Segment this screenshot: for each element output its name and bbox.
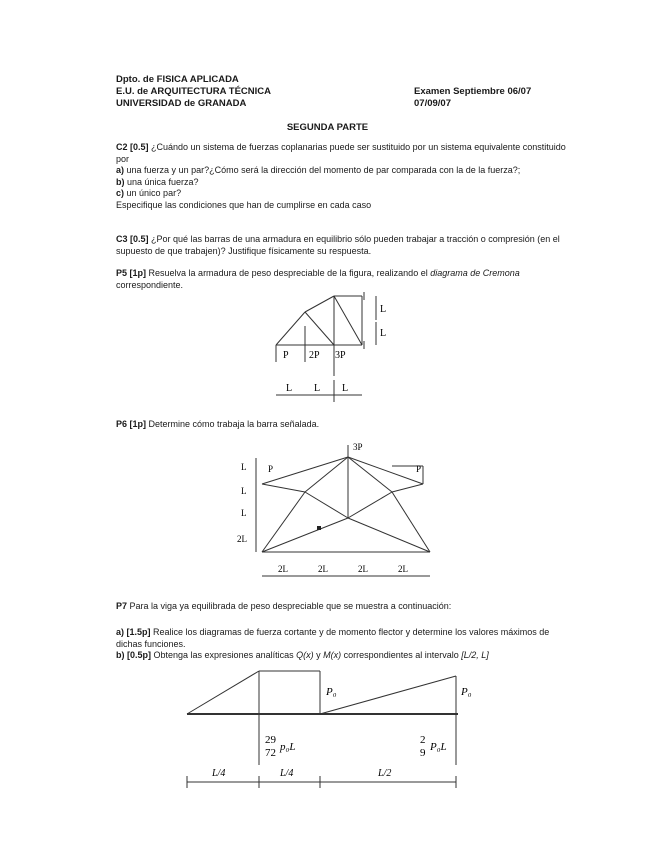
p6-dim-l-2: L bbox=[241, 486, 247, 496]
exam-date: 07/09/07 bbox=[414, 98, 451, 109]
p6-dim-2l-4: 2L bbox=[358, 564, 368, 574]
p6-label-3p: 3P bbox=[353, 442, 363, 452]
p6-dim-2l-5: 2L bbox=[398, 564, 408, 574]
p5-dim-l-5: L bbox=[342, 383, 349, 394]
header-line-2: E.U. de ARQUITECTURA TÉCNICA bbox=[116, 86, 271, 97]
header-line-1: Dpto. de FISICA APLICADA bbox=[116, 74, 239, 85]
p5-dim-l-4: L bbox=[314, 383, 321, 394]
p7-dim-label-2: L/4 bbox=[280, 768, 294, 779]
c2-text: ¿Cuándo un sistema de fuerzas coplanarias puede ser sustituido por un sistema equivalente constituido por bbox=[116, 142, 566, 164]
p6-dim-2l-2: 2L bbox=[278, 564, 288, 574]
c2-closing: Especifique las condiciones que han de cumplirse en cada caso bbox=[116, 199, 372, 210]
p5-label: P5 [1p] bbox=[116, 268, 147, 278]
c3-label: C3 [0.5] bbox=[116, 234, 149, 244]
c2-item-c: c) un único par? bbox=[116, 188, 182, 199]
p7-left-reaction-num: 29 bbox=[265, 734, 276, 746]
p5-label-p: P bbox=[283, 350, 289, 361]
p5-dim-l-1: L bbox=[380, 304, 387, 315]
p7-load-left-ramp bbox=[187, 671, 259, 714]
header-line-3: UNIVERSIDAD de GRANADA bbox=[116, 98, 247, 109]
question-p5: P5 [1p] Resuelva la armadura de peso despreciable de la figura, realizando el diagrama de Cremona correspondiente. bbox=[116, 268, 520, 290]
p6-dim-l-1: L bbox=[241, 462, 247, 472]
c3-text: ¿Por qué las barras de una armadura en equilibrio sólo pueden trabajar a tracción o compresión (en el supuesto de que trabajen)? Justifique físicamente su respuesta. bbox=[116, 234, 560, 256]
p5-dim-l-2: L bbox=[380, 328, 387, 339]
p5-label-2p: 2P bbox=[309, 350, 320, 361]
section-title: SEGUNDA PARTE bbox=[286, 122, 369, 133]
p5-label-3p: 3P bbox=[335, 350, 346, 361]
p6-text: Determine cómo trabaja la barra señalada. bbox=[148, 419, 320, 429]
exam-title: Examen Septiembre 06/07 bbox=[414, 86, 532, 97]
p6-dim-2l-3: 2L bbox=[318, 564, 328, 574]
p7-dim-label-1: L/4 bbox=[212, 768, 226, 779]
p7-left-reaction-tail: p₀L bbox=[280, 741, 296, 753]
p7-right-reaction-tail: P₀L bbox=[430, 741, 447, 753]
c2-item-a: a) una fuerza y un par?¿Cómo será la dirección del momento de par comparada con la de la fuerza?; bbox=[116, 165, 521, 176]
c2-label: C2 [0.5] bbox=[116, 142, 149, 152]
c2-item-b: b) una única fuerza? bbox=[116, 176, 199, 187]
p7-part-b: b) [0.5p] Obtenga las expresiones analíticas Q(x) y M(x) correspondientes al intervalo [L/2, L] bbox=[116, 650, 489, 661]
p7-load-right-ramp bbox=[320, 676, 456, 714]
p6-dim-l-3: L bbox=[241, 508, 247, 518]
p7-part-a: a) [1.5p] Realice los diagramas de fuerza cortante y de momento flector y determine los valores máximos de dichas funciones. bbox=[116, 627, 550, 649]
p7-right-reaction-den: 9 bbox=[420, 747, 426, 759]
p6-label: P6 [1p] bbox=[116, 419, 147, 429]
p7-right-reaction-num: 2 bbox=[420, 734, 426, 746]
p6-label-left-p: P bbox=[268, 464, 274, 474]
p7-dim-label-3: L/2 bbox=[378, 768, 392, 779]
p6-dim-2l-1: 2L bbox=[237, 534, 247, 544]
p7-label-p0-mid: P₀ bbox=[326, 686, 337, 698]
p7-intro: P7 Para la viga ya equilibrada de peso despreciable que se muestra a continuación: bbox=[116, 601, 452, 611]
p7-left-reaction-den: 72 bbox=[265, 747, 276, 759]
p6-label-right-p: P bbox=[416, 464, 422, 474]
p5-dim-l-3: L bbox=[286, 383, 293, 394]
p7-label-p0-right: P₀ bbox=[461, 686, 472, 698]
p7-label: P7 bbox=[116, 601, 128, 611]
